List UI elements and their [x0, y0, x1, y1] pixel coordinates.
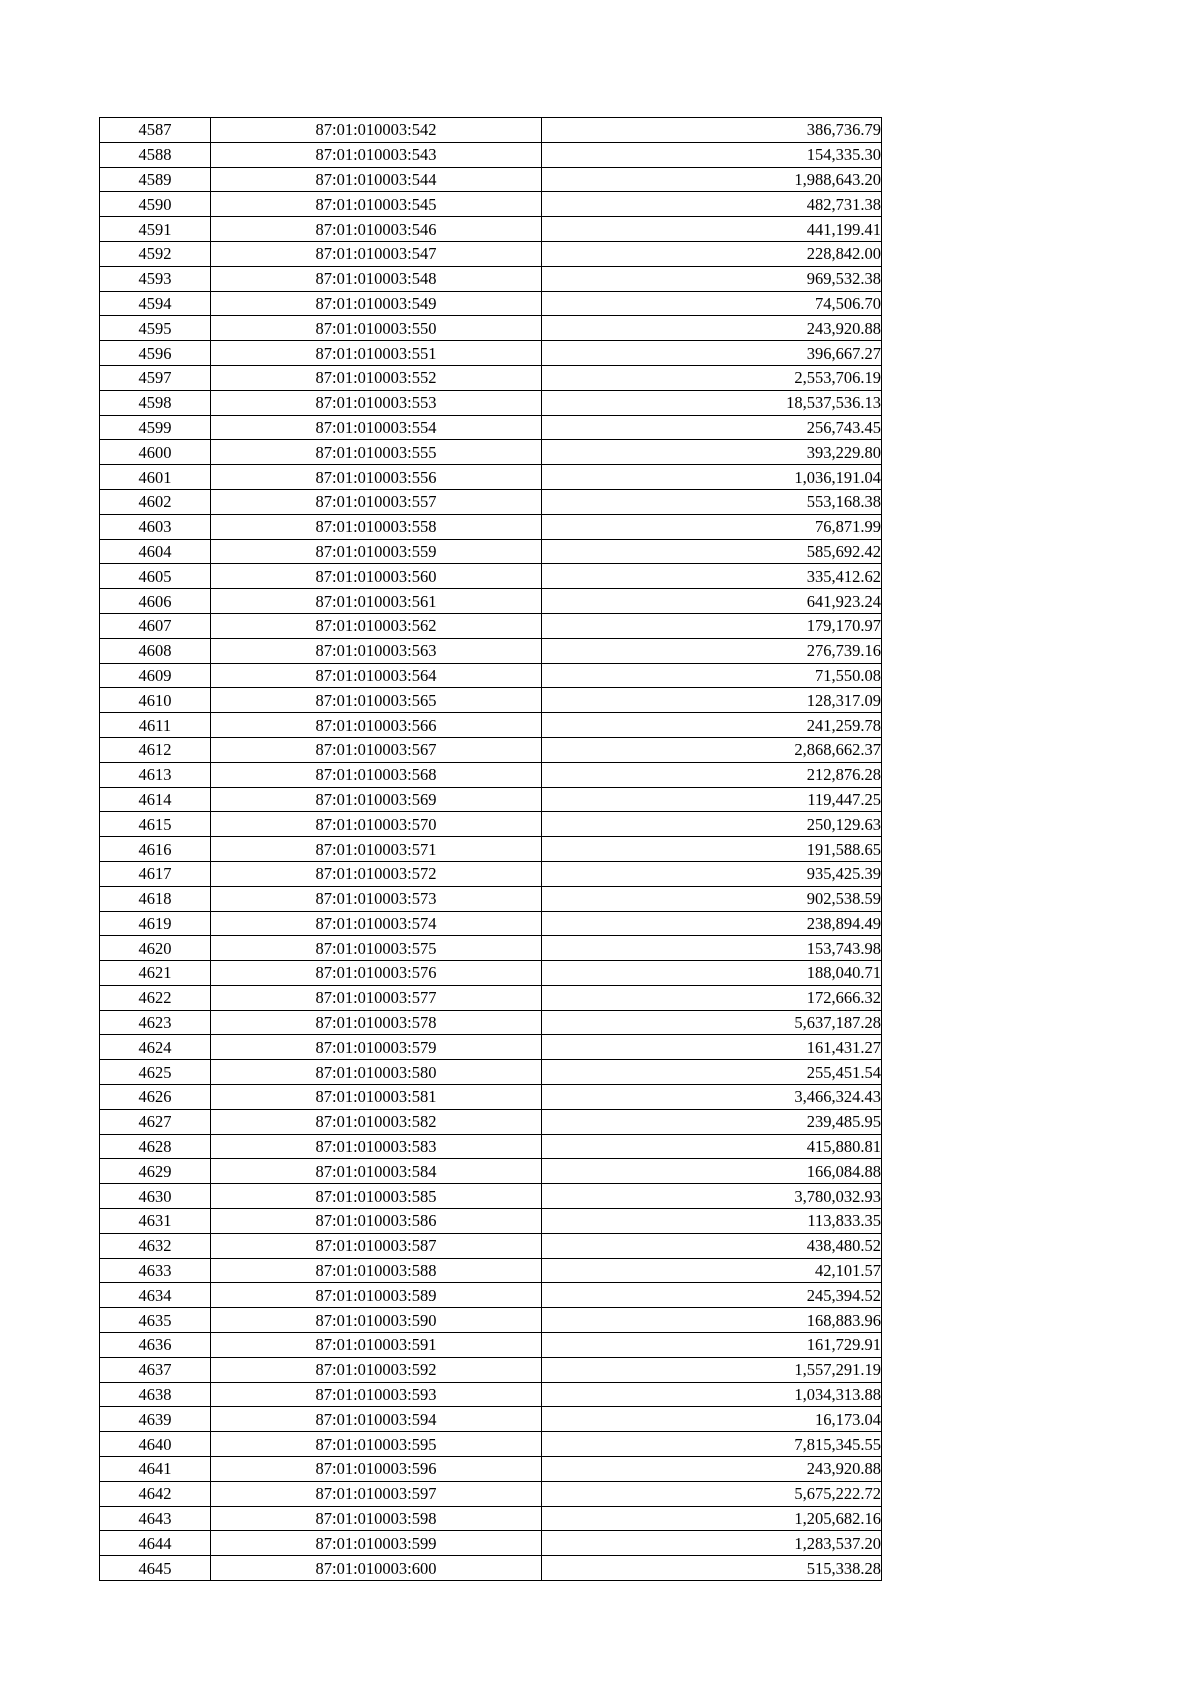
table-row — [100, 688, 882, 713]
cadastral-value-cell: 18,537,536.13 — [542, 390, 882, 415]
table-body — [100, 118, 882, 1581]
cadastral-number-cell: 87:01:010003:595 — [211, 1432, 542, 1457]
table-row — [100, 861, 882, 886]
table-row — [100, 1109, 882, 1134]
row-number-cell: 4617 — [100, 861, 211, 886]
cadastral-value-cell: 1,036,191.04 — [542, 465, 882, 490]
cadastral-value-cell: 188,040.71 — [542, 961, 882, 986]
cadastral-value-cell: 441,199.41 — [542, 217, 882, 242]
table-row — [100, 390, 882, 415]
cadastral-number-cell: 87:01:010003:567 — [211, 737, 542, 762]
cadastral-number-cell: 87:01:010003:587 — [211, 1233, 542, 1258]
cadastral-number-cell: 87:01:010003:576 — [211, 961, 542, 986]
cadastral-number-cell: 87:01:010003:556 — [211, 465, 542, 490]
cadastral-value-cell: 256,743.45 — [542, 415, 882, 440]
table-row — [100, 118, 882, 143]
cadastral-number-cell: 87:01:010003:543 — [211, 142, 542, 167]
row-number-cell: 4603 — [100, 514, 211, 539]
table-row — [100, 1333, 882, 1358]
table-row — [100, 1184, 882, 1209]
table-row — [100, 1506, 882, 1531]
cadastral-number-cell: 87:01:010003:554 — [211, 415, 542, 440]
row-number-cell: 4596 — [100, 341, 211, 366]
row-number-cell: 4611 — [100, 713, 211, 738]
cadastral-value-cell: 5,637,187.28 — [542, 1010, 882, 1035]
table-row — [100, 1085, 882, 1110]
cadastral-value-cell: 553,168.38 — [542, 489, 882, 514]
table-row — [100, 564, 882, 589]
cadastral-number-cell: 87:01:010003:542 — [211, 118, 542, 143]
cadastral-number-cell: 87:01:010003:544 — [211, 167, 542, 192]
row-number-cell: 4622 — [100, 985, 211, 1010]
cadastral-value-cell: 42,101.57 — [542, 1258, 882, 1283]
cadastral-value-cell: 161,431.27 — [542, 1035, 882, 1060]
table-row — [100, 985, 882, 1010]
table-row — [100, 1308, 882, 1333]
table-row — [100, 514, 882, 539]
table-row — [100, 1556, 882, 1581]
table-row — [100, 1481, 882, 1506]
table-row — [100, 1209, 882, 1234]
cadastral-value-cell: 113,833.35 — [542, 1209, 882, 1234]
cadastral-value-cell: 393,229.80 — [542, 440, 882, 465]
cadastral-value-cell: 3,780,032.93 — [542, 1184, 882, 1209]
cadastral-value-cell: 179,170.97 — [542, 613, 882, 638]
row-number-cell: 4630 — [100, 1184, 211, 1209]
cadastral-value-cell: 415,880.81 — [542, 1134, 882, 1159]
table-row — [100, 886, 882, 911]
table-row — [100, 1432, 882, 1457]
row-number-cell: 4593 — [100, 266, 211, 291]
cadastral-number-cell: 87:01:010003:590 — [211, 1308, 542, 1333]
cadastral-value-cell: 1,205,682.16 — [542, 1506, 882, 1531]
cadastral-number-cell: 87:01:010003:562 — [211, 613, 542, 638]
row-number-cell: 4588 — [100, 142, 211, 167]
cadastral-value-cell: 166,084.88 — [542, 1159, 882, 1184]
cadastral-number-cell: 87:01:010003:547 — [211, 241, 542, 266]
row-number-cell: 4607 — [100, 613, 211, 638]
table-row — [100, 713, 882, 738]
cadastral-number-cell: 87:01:010003:548 — [211, 266, 542, 291]
row-number-cell: 4627 — [100, 1109, 211, 1134]
cadastral-number-cell: 87:01:010003:546 — [211, 217, 542, 242]
row-number-cell: 4632 — [100, 1233, 211, 1258]
table-row — [100, 365, 882, 390]
cadastral-value-cell: 128,317.09 — [542, 688, 882, 713]
row-number-cell: 4606 — [100, 589, 211, 614]
cadastral-number-cell: 87:01:010003:580 — [211, 1060, 542, 1085]
cadastral-value-cell: 276,739.16 — [542, 638, 882, 663]
cadastral-value-cell: 168,883.96 — [542, 1308, 882, 1333]
cadastral-value-cell: 241,259.78 — [542, 713, 882, 738]
table-row — [100, 1457, 882, 1482]
cadastral-number-cell: 87:01:010003:555 — [211, 440, 542, 465]
row-number-cell: 4626 — [100, 1085, 211, 1110]
row-number-cell: 4619 — [100, 911, 211, 936]
cadastral-number-cell: 87:01:010003:563 — [211, 638, 542, 663]
row-number-cell: 4635 — [100, 1308, 211, 1333]
table-row — [100, 837, 882, 862]
cadastral-number-cell: 87:01:010003:545 — [211, 192, 542, 217]
row-number-cell: 4601 — [100, 465, 211, 490]
cadastral-number-cell: 87:01:010003:557 — [211, 489, 542, 514]
table-row — [100, 737, 882, 762]
row-number-cell: 4589 — [100, 167, 211, 192]
row-number-cell: 4602 — [100, 489, 211, 514]
row-number-cell: 4614 — [100, 787, 211, 812]
table-row — [100, 440, 882, 465]
row-number-cell: 4640 — [100, 1432, 211, 1457]
row-number-cell: 4591 — [100, 217, 211, 242]
cadastral-number-cell: 87:01:010003:565 — [211, 688, 542, 713]
row-number-cell: 4623 — [100, 1010, 211, 1035]
cadastral-number-cell: 87:01:010003:591 — [211, 1333, 542, 1358]
cadastral-value-cell: 2,553,706.19 — [542, 365, 882, 390]
table-row — [100, 1159, 882, 1184]
table-row — [100, 316, 882, 341]
table-row — [100, 241, 882, 266]
cadastral-number-cell: 87:01:010003:583 — [211, 1134, 542, 1159]
cadastral-number-cell: 87:01:010003:550 — [211, 316, 542, 341]
table-row — [100, 911, 882, 936]
cadastral-number-cell: 87:01:010003:578 — [211, 1010, 542, 1035]
cadastral-value-cell: 396,667.27 — [542, 341, 882, 366]
cadastral-value-cell: 585,692.42 — [542, 539, 882, 564]
table-row — [100, 1060, 882, 1085]
cadastral-value-cell: 245,394.52 — [542, 1283, 882, 1308]
row-number-cell: 4615 — [100, 812, 211, 837]
cadastral-number-cell: 87:01:010003:574 — [211, 911, 542, 936]
row-number-cell: 4628 — [100, 1134, 211, 1159]
cadastral-value-cell: 438,480.52 — [542, 1233, 882, 1258]
cadastral-value-cell: 7,815,345.55 — [542, 1432, 882, 1457]
table-row — [100, 1382, 882, 1407]
row-number-cell: 4609 — [100, 663, 211, 688]
cadastral-number-cell: 87:01:010003:585 — [211, 1184, 542, 1209]
cadastral-number-cell: 87:01:010003:575 — [211, 936, 542, 961]
cadastral-number-cell: 87:01:010003:572 — [211, 861, 542, 886]
cadastral-number-cell: 87:01:010003:588 — [211, 1258, 542, 1283]
row-number-cell: 4595 — [100, 316, 211, 341]
table-row — [100, 341, 882, 366]
row-number-cell: 4587 — [100, 118, 211, 143]
row-number-cell: 4599 — [100, 415, 211, 440]
cadastral-number-cell: 87:01:010003:594 — [211, 1407, 542, 1432]
row-number-cell: 4624 — [100, 1035, 211, 1060]
cadastral-number-cell: 87:01:010003:586 — [211, 1209, 542, 1234]
cadastral-value-cell: 255,451.54 — [542, 1060, 882, 1085]
cadastral-value-cell: 1,988,643.20 — [542, 167, 882, 192]
cadastral-number-cell: 87:01:010003:561 — [211, 589, 542, 614]
table-row — [100, 762, 882, 787]
cadastral-value-cell: 250,129.63 — [542, 812, 882, 837]
cadastral-number-cell: 87:01:010003:577 — [211, 985, 542, 1010]
row-number-cell: 4612 — [100, 737, 211, 762]
table-row — [100, 266, 882, 291]
cadastral-number-cell: 87:01:010003:564 — [211, 663, 542, 688]
cadastral-number-cell: 87:01:010003:600 — [211, 1556, 542, 1581]
cadastral-number-cell: 87:01:010003:558 — [211, 514, 542, 539]
cadastral-value-cell: 154,335.30 — [542, 142, 882, 167]
row-number-cell: 4629 — [100, 1159, 211, 1184]
row-number-cell: 4638 — [100, 1382, 211, 1407]
cadastral-value-cell: 969,532.38 — [542, 266, 882, 291]
row-number-cell: 4592 — [100, 241, 211, 266]
row-number-cell: 4643 — [100, 1506, 211, 1531]
cadastral-number-cell: 87:01:010003:552 — [211, 365, 542, 390]
cadastral-value-cell: 212,876.28 — [542, 762, 882, 787]
cadastral-value-cell: 243,920.88 — [542, 1457, 882, 1482]
row-number-cell: 4608 — [100, 638, 211, 663]
row-number-cell: 4620 — [100, 936, 211, 961]
table-row — [100, 638, 882, 663]
cadastral-number-cell: 87:01:010003:589 — [211, 1283, 542, 1308]
cadastral-value-cell: 119,447.25 — [542, 787, 882, 812]
cadastral-value-cell: 16,173.04 — [542, 1407, 882, 1432]
table-row — [100, 217, 882, 242]
table-row — [100, 1258, 882, 1283]
table-row — [100, 1283, 882, 1308]
cadastral-number-cell: 87:01:010003:579 — [211, 1035, 542, 1060]
cadastral-value-cell: 74,506.70 — [542, 291, 882, 316]
row-number-cell: 4641 — [100, 1457, 211, 1482]
table-row — [100, 613, 882, 638]
table-row — [100, 1357, 882, 1382]
cadastral-number-cell: 87:01:010003:560 — [211, 564, 542, 589]
cadastral-value-cell: 172,666.32 — [542, 985, 882, 1010]
table-row — [100, 1134, 882, 1159]
row-number-cell: 4634 — [100, 1283, 211, 1308]
cadastral-value-cell: 238,894.49 — [542, 911, 882, 936]
cadastral-number-cell: 87:01:010003:582 — [211, 1109, 542, 1134]
cadastral-value-cell: 902,538.59 — [542, 886, 882, 911]
table-row — [100, 415, 882, 440]
cadastral-value-cell: 191,588.65 — [542, 837, 882, 862]
cadastral-value-cell: 482,731.38 — [542, 192, 882, 217]
cadastral-value-cell: 386,736.79 — [542, 118, 882, 143]
table-row — [100, 1531, 882, 1556]
table-row — [100, 936, 882, 961]
cadastral-value-cell: 1,034,313.88 — [542, 1382, 882, 1407]
table-row — [100, 589, 882, 614]
row-number-cell: 4604 — [100, 539, 211, 564]
table-row — [100, 465, 882, 490]
cadastral-number-cell: 87:01:010003:549 — [211, 291, 542, 316]
row-number-cell: 4637 — [100, 1357, 211, 1382]
table-row — [100, 1010, 882, 1035]
row-number-cell: 4616 — [100, 837, 211, 862]
row-number-cell: 4618 — [100, 886, 211, 911]
cadastral-value-table — [99, 117, 882, 1581]
cadastral-value-cell: 5,675,222.72 — [542, 1481, 882, 1506]
cadastral-value-cell: 161,729.91 — [542, 1333, 882, 1358]
table-row — [100, 489, 882, 514]
row-number-cell: 4639 — [100, 1407, 211, 1432]
table-row — [100, 539, 882, 564]
table-row — [100, 192, 882, 217]
cadastral-value-cell: 71,550.08 — [542, 663, 882, 688]
table-row — [100, 291, 882, 316]
table-row — [100, 1233, 882, 1258]
cadastral-number-cell: 87:01:010003:573 — [211, 886, 542, 911]
cadastral-number-cell: 87:01:010003:570 — [211, 812, 542, 837]
row-number-cell: 4644 — [100, 1531, 211, 1556]
cadastral-number-cell: 87:01:010003:568 — [211, 762, 542, 787]
table-row — [100, 961, 882, 986]
table-row — [100, 1035, 882, 1060]
row-number-cell: 4598 — [100, 390, 211, 415]
cadastral-number-cell: 87:01:010003:559 — [211, 539, 542, 564]
cadastral-value-cell: 1,283,537.20 — [542, 1531, 882, 1556]
row-number-cell: 4631 — [100, 1209, 211, 1234]
row-number-cell: 4594 — [100, 291, 211, 316]
cadastral-number-cell: 87:01:010003:569 — [211, 787, 542, 812]
cadastral-value-cell: 515,338.28 — [542, 1556, 882, 1581]
table-row — [100, 1407, 882, 1432]
row-number-cell: 4625 — [100, 1060, 211, 1085]
row-number-cell: 4600 — [100, 440, 211, 465]
cadastral-value-cell: 228,842.00 — [542, 241, 882, 266]
row-number-cell: 4590 — [100, 192, 211, 217]
table-row — [100, 142, 882, 167]
row-number-cell: 4621 — [100, 961, 211, 986]
row-number-cell: 4605 — [100, 564, 211, 589]
cadastral-number-cell: 87:01:010003:597 — [211, 1481, 542, 1506]
table-row — [100, 167, 882, 192]
table-row — [100, 663, 882, 688]
row-number-cell: 4636 — [100, 1333, 211, 1358]
cadastral-value-cell: 76,871.99 — [542, 514, 882, 539]
cadastral-value-cell: 2,868,662.37 — [542, 737, 882, 762]
cadastral-number-cell: 87:01:010003:571 — [211, 837, 542, 862]
cadastral-value-cell: 3,466,324.43 — [542, 1085, 882, 1110]
cadastral-number-cell: 87:01:010003:581 — [211, 1085, 542, 1110]
table-row — [100, 812, 882, 837]
cadastral-value-cell: 153,743.98 — [542, 936, 882, 961]
row-number-cell: 4613 — [100, 762, 211, 787]
cadastral-value-cell: 239,485.95 — [542, 1109, 882, 1134]
cadastral-number-cell: 87:01:010003:584 — [211, 1159, 542, 1184]
cadastral-number-cell: 87:01:010003:596 — [211, 1457, 542, 1482]
row-number-cell: 4597 — [100, 365, 211, 390]
cadastral-number-cell: 87:01:010003:593 — [211, 1382, 542, 1407]
cadastral-number-cell: 87:01:010003:598 — [211, 1506, 542, 1531]
cadastral-number-cell: 87:01:010003:592 — [211, 1357, 542, 1382]
cadastral-number-cell: 87:01:010003:566 — [211, 713, 542, 738]
row-number-cell: 4645 — [100, 1556, 211, 1581]
cadastral-number-cell: 87:01:010003:551 — [211, 341, 542, 366]
cadastral-number-cell: 87:01:010003:599 — [211, 1531, 542, 1556]
row-number-cell: 4633 — [100, 1258, 211, 1283]
cadastral-value-cell: 1,557,291.19 — [542, 1357, 882, 1382]
table-row — [100, 787, 882, 812]
cadastral-value-cell: 641,923.24 — [542, 589, 882, 614]
row-number-cell: 4610 — [100, 688, 211, 713]
cadastral-value-cell: 243,920.88 — [542, 316, 882, 341]
row-number-cell: 4642 — [100, 1481, 211, 1506]
cadastral-number-cell: 87:01:010003:553 — [211, 390, 542, 415]
cadastral-value-cell: 335,412.62 — [542, 564, 882, 589]
cadastral-value-cell: 935,425.39 — [542, 861, 882, 886]
